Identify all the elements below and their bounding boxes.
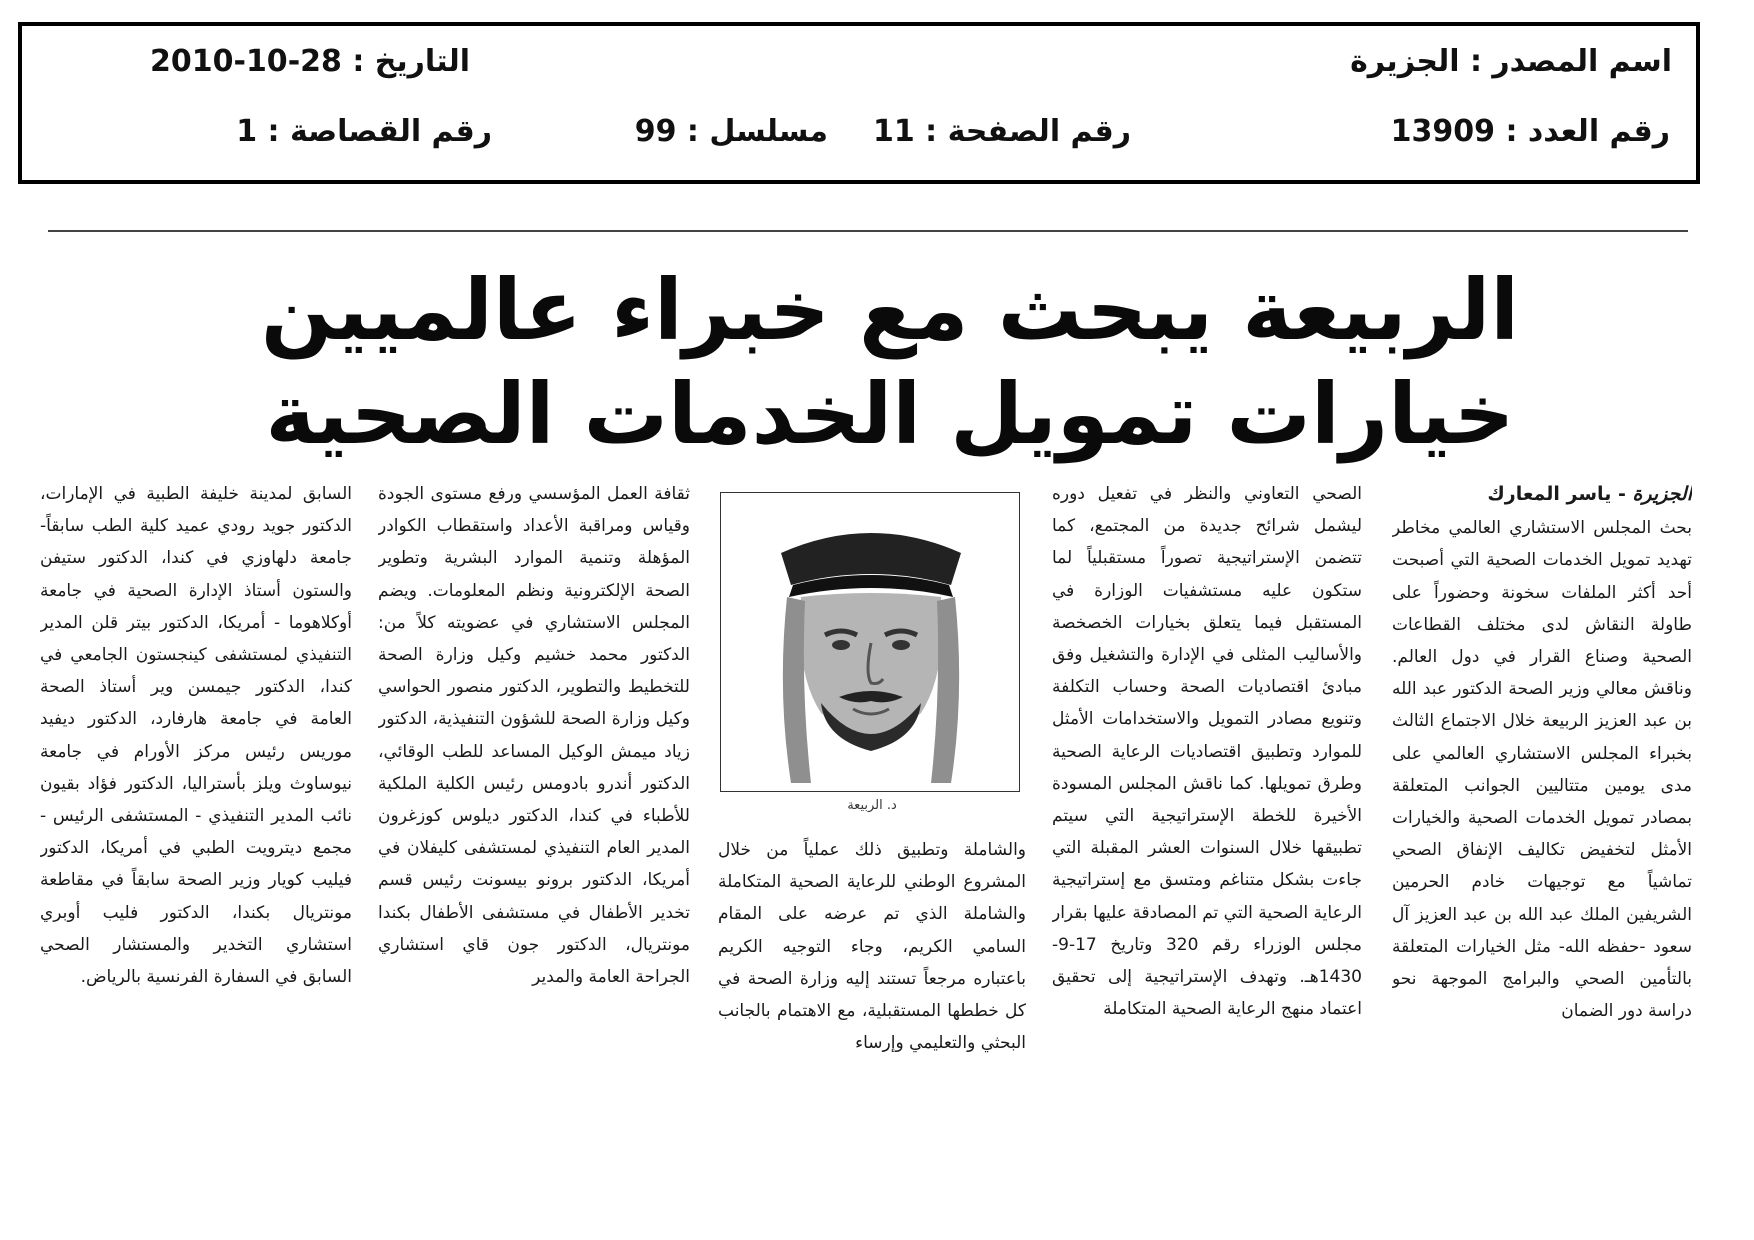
column-text: السابق لمدينة خليفة الطبية في الإمارات، الدكتور جويد رودي عميد كلية الطب سابقاً- جامعة دلهاوزي في كندا، الدكتور ستيفن والستون أستاذ الإدارة الصحية في جامعة أوكلاهوما - أمريكا، الدكتور بيتر قلن المدير التنفيذي لمستشفى كينجستون الجامعي في كندا، الدكتور جيمسن وير أستاذ الصحة العامة في جامعة هارفارد، الدكتور ديفيد موريس رئيس مركز الأورام في جامعة نيوساوث ويلز بأستراليا، الدكتور فؤاد بقيون نائب المدير التنفيذي - المستشفى الرئيس - مجمع ديترويت الطبي في أمريكا، الدكتور فيليب كويار وزير الصحة سابقاً في مقاطعة مونتريال بكندا، الدكتور فليب أوبري استشاري التخدير والمستشار الصحي السابق في السفارة الفرنسية بالرياض. bbox=[40, 484, 352, 988]
article-column-2 bbox=[1052, 478, 1362, 1140]
byline bbox=[1392, 478, 1692, 510]
article-column-3 bbox=[718, 478, 1026, 1140]
serial-number: مسلسل : 99 bbox=[634, 114, 828, 149]
issue-number: رقم العدد : 13909 bbox=[1390, 114, 1670, 149]
byline-author: - ياسر المعارك bbox=[1487, 483, 1633, 505]
column-text: والشاملة وتطبيق ذلك عملياً من خلال المشروع الوطني للرعاية الصحية المتكاملة والشاملة الذي تم عرضه على المقام السامي الكريم، وجاء التوجيه الكريم باعتباره مرجعاً تستند إليه وزارة الصحة في كل خططها المستقبلية، مع الاهتمام بالجانب البحثي والتعليمي وإرساء bbox=[718, 840, 1026, 1054]
clipping-number: رقم القصاصة : 1 bbox=[236, 114, 492, 149]
top-divider bbox=[48, 230, 1688, 232]
headline-line-2: خيارات تمويل الخدمات الصحية bbox=[265, 365, 1515, 463]
page-number: رقم الصفحة : 11 bbox=[872, 114, 1131, 149]
article-column-4 bbox=[378, 478, 690, 1140]
photo-caption: د. الربيعة bbox=[847, 798, 897, 813]
column-text: ثقافة العمل المؤسسي ورفع مستوى الجودة وقياس ومراقبة الأعداد واستقطاب الكوادر المؤهلة وتنمية الموارد البشرية وتطوير الصحة الإلكترونية ونظم المعلومات. ويضم المجلس الاستشاري في عضويته كلاً من: الدكتور محمد خشيم وكيل وزارة الصحة للتخطيط والتطوير، الدكتور منصور الحواسي وكيل وزارة الصحة للشؤون التنفيذية، الدكتور زياد ميمش الوكيل المساعد للطب الوقائي، الدكتور أندرو بادومس رئيس الكلية الملكية للأطباء في كندا، الدكتور ديلوس كوزغرون المدير العام التنفيذي لمستشفى كليفلان في أمريكا، الدكتور برونو بيسونت رئيس قسم تخدير الأطفال في مستشفى الأطفال بكندا مونتريال، الدكتور جون قاي استشاري الجراحة العامة والمدير bbox=[378, 484, 690, 988]
clipping-header-box bbox=[18, 22, 1700, 184]
clip-date: التاريخ : 28-10-2010 bbox=[149, 44, 470, 79]
source-name: اسم المصدر : الجزيرة bbox=[1350, 44, 1672, 79]
article-column-1 bbox=[1392, 478, 1692, 1140]
article-column-5 bbox=[40, 478, 352, 1140]
newspaper-logo: الجزيرة bbox=[1632, 483, 1692, 505]
column-text: بحث المجلس الاستشاري العالمي مخاطر تهديد تمويل الخدمات الصحية التي أصبحت أحد أكثر الملفات سخونة وحضوراً على طاولة النقاش لدى مختلف القطاعات الصحية وصناع القرار في دول العالم. وناقش معالي وزير الصحة الدكتور عبد الله بن عبد العزيز الربيعة خلال الاجتماع الثالث بخبراء المجلس الاستشاري العالمي على مدى يومين متتاليين الجوانب المتعلقة بمصادر تمويل الخدمات الصحية والخيارات الأمثل لتخفيض تكاليف الإنفاق الصحي تماشياً مع توجيهات خادم الحرمين الشريفين الملك عبد الله بن عبد العزيز آل سعود -حفظه الله- مثل الخيارات المتعلقة بالتأمين الصحي والبرامج الموجهة نحو دراسة دور الضمان bbox=[1392, 518, 1692, 1022]
column-text: الصحي التعاوني والنظر في تفعيل دوره ليشمل شرائح جديدة من المجتمع، كما تتضمن الإستراتيجية تصوراً مستقبلياً لما ستكون عليه مستشفيات الوزارة في المستقبل فيما يتعلق بخيارات الخصخصة والأساليب المثلى في الإدارة والتشغيل وفق مبادئ اقتصاديات الصحة وحساب التكلفة وتنويع مصادر التمويل والاستخدامات الأمثل للموارد وتطبيق اقتصاديات الرعاية الصحية وطرق تمويلها. كما ناقش المجلس المسودة الأخيرة للخطة الإستراتيجية التي سيتم تطبيقها خلال السنوات العشر المقبلة التي جاءت بشكل متناغم ومتسق مع إستراتيجية الرعاية الصحية التي تم المصادقة عليها بقرار مجلس الوزراء رقم 320 وتاريخ 17-9-1430هـ. وتهدف الإستراتيجية إلى تحقيق اعتماد منهج الرعاية الصحية المتكاملة bbox=[1052, 484, 1362, 1020]
headline-line-1: الربيعة يبحث مع خبراء عالميين bbox=[260, 261, 1520, 359]
